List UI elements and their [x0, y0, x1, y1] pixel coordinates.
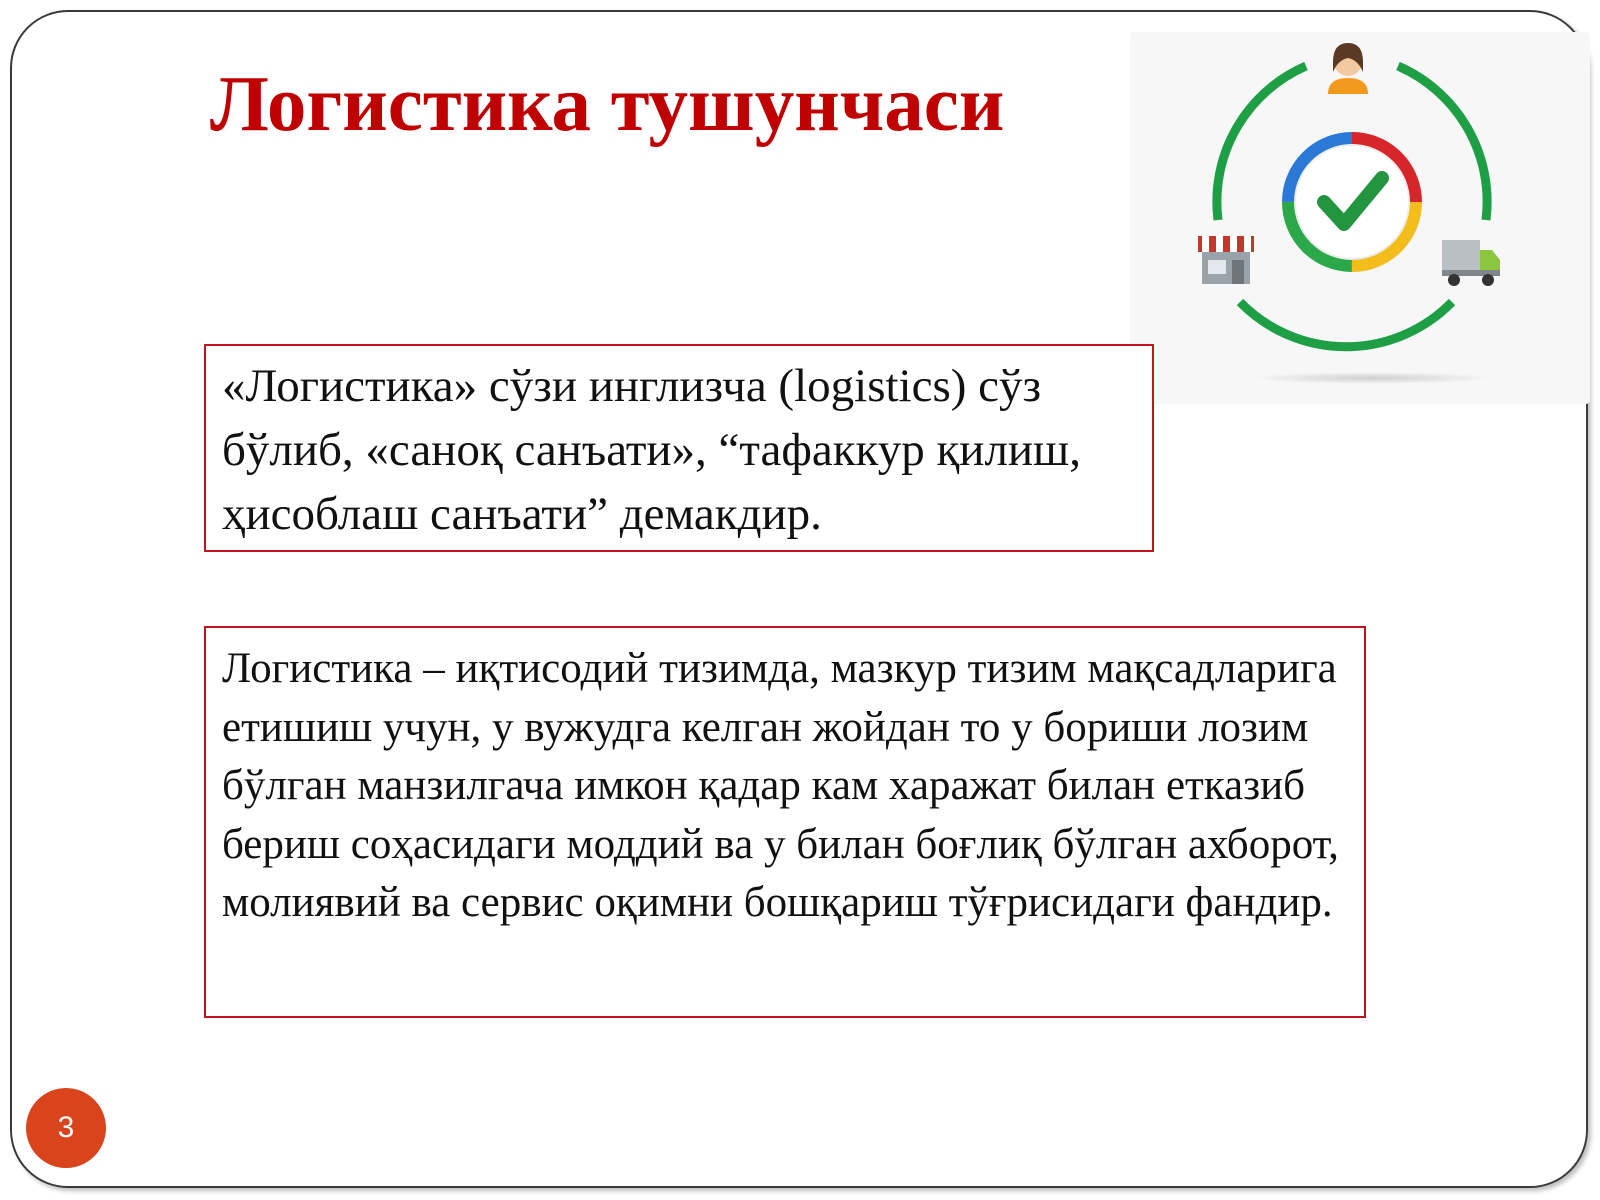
logistics-cycle-graphic: [1130, 32, 1590, 404]
slide-title: Логистика тушунчаси: [210, 61, 1005, 148]
definition-textbox: [204, 626, 1366, 1018]
etymology-text: «Логистика» сўзи инглизча (logistics) сўз бўлиб, «саноқ санъати», “тафаккур қилиш, ҳисоблаш санъати” демакдир.: [222, 360, 1081, 540]
person-icon: [1328, 43, 1368, 94]
etymology-textbox: [204, 344, 1154, 552]
ring-inner: [1296, 146, 1408, 258]
status-ring: [1288, 138, 1416, 266]
logistics-cycle-illustration: [1130, 32, 1590, 404]
cycle-arc-bottom: [1240, 302, 1452, 347]
definition-text: Логистика – иқтисодий тизимда, мазкур тизим мақсадларига етишиш учун, у вужудга келган жойдан то у бориши лозим бўлган манзилгача имкон қадар кам харажат билан етказиб бериш соҳасидаги моддий ва у билан боғлиқ бўлган ахборот, молиявий ва сервис оқимни бошқариш тўғрисидаги фандир.: [222, 645, 1339, 926]
floor-shadow: [1252, 372, 1492, 384]
truck-icon: [1442, 240, 1500, 286]
store-icon: [1198, 236, 1254, 284]
page-number-badge: 3: [26, 1088, 106, 1168]
